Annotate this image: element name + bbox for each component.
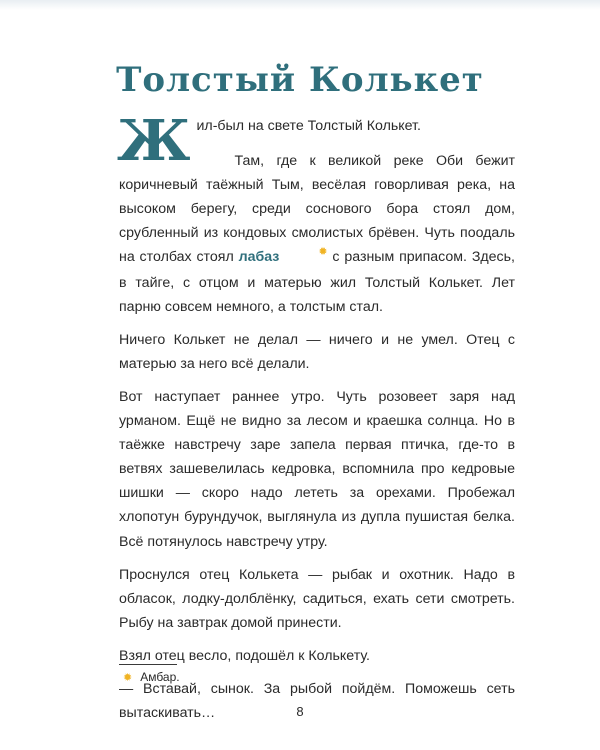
top-edge-band — [0, 0, 600, 10]
footnote — [122, 670, 180, 684]
footnote-divider — [119, 664, 177, 665]
footnoted-term[interactable]: лабаз — [238, 249, 280, 266]
story-text — [117, 108, 515, 734]
page-title: Толстый Колькет — [116, 60, 484, 100]
page-number: 8 — [296, 704, 304, 719]
footnote-sun-star-icon: ✹ — [123, 672, 133, 684]
paragraph-1 — [119, 149, 515, 319]
drop-cap-letter: Ж — [117, 108, 191, 174]
lead-text: ил-был на свете Толстый Колькет. — [196, 118, 421, 134]
footnote-text: Амбар. — [140, 670, 180, 684]
lead-paragraph — [117, 108, 515, 174]
paragraph-1-text-end: с разным припасом. Здесь, в тайге, с отцом и матерью жил Толстый Колькет. Лет парню совсем немного, а толстым стал. — [119, 249, 515, 315]
paragraph-5: Взял отец весло, подошёл к Колькету. — [119, 647, 370, 664]
sun-star-icon: ✹ — [318, 246, 328, 259]
paragraph-2: Ничего Колькет не делал — ничего и не умел. Отец с матерью за него всё делали. — [119, 331, 515, 372]
paragraph-4: Проснулся отец Колькета — рыбак и охотник. Надо в обласок, лодку-долблёнку, садиться, ехать сети смотреть. Рыбу на завтрак домой принести. — [119, 566, 515, 631]
paragraph-3: Вот наступает раннее утро. Чуть розовеет заря над урманом. Ещё не видно за лесом и краешка солнца. Но в таёжке навстречу заре запела первая птичка, где-то в ветвях зашевелилась кедровка, вспомнила про кедровые шишки — скоро надо лететь за орехами. Пробежал хлопотун бурундучок, выглянула из дупла пушистая белка. Всё потянулось навстречу утру. — [119, 388, 515, 550]
paragraph-6: — Вставай, сынок. За рыбой пойдём. Поможешь сеть вытаскивать… — [119, 680, 515, 722]
paragraph-1-text: Там, где к великой реке Оби бежит коричневый таёжный Тым, весёлая говорливая река, на высоком берегу, среди соснового бора стоял дом, срубленный из кондовых смолистых брёвен. Чуть поодаль на столбах стоял — [119, 153, 515, 266]
